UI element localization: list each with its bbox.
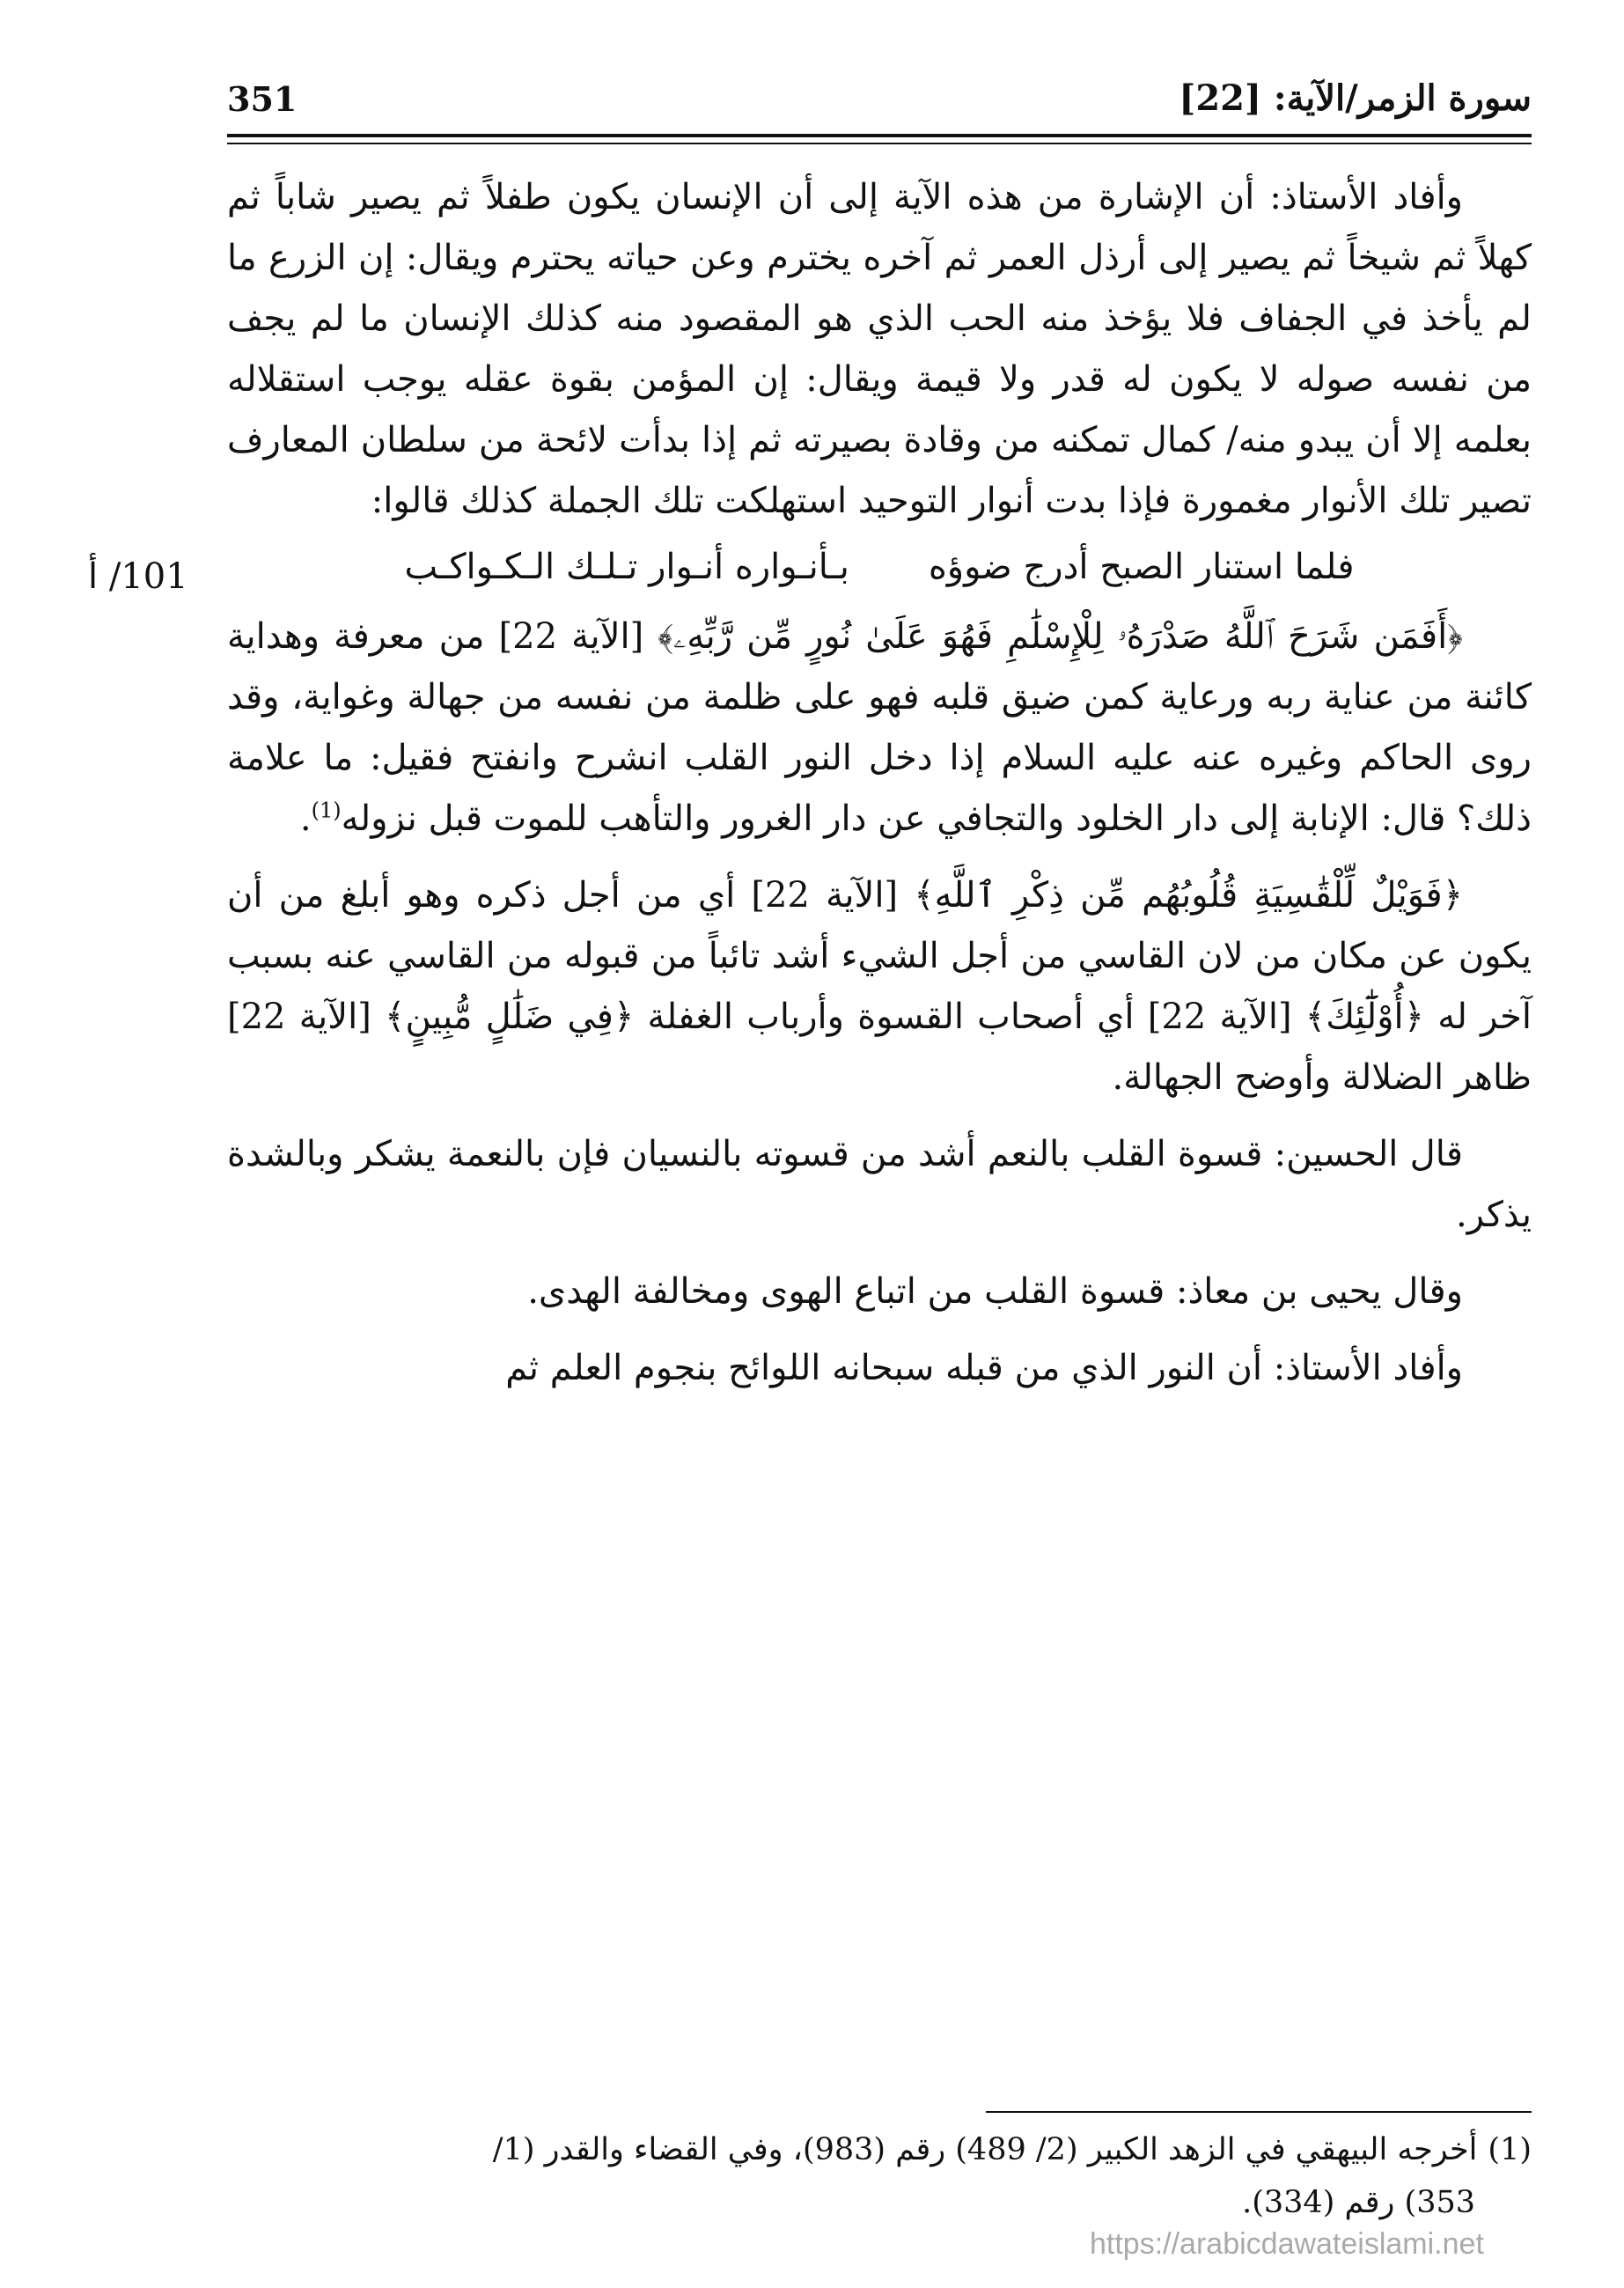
verse-first-hemistich: فلما استنار الصبح أدرج ضوؤه [928,547,1355,587]
footnote-rule [986,2111,1532,2113]
page-number: 351 [227,79,298,119]
paragraph-3-text-3: [الآية 22] ظاهر الضلالة وأوضح الجهالة. [227,997,1532,1098]
poetry-verse [227,537,1532,598]
quran-quote-2: ﴿أُوْلَٰٓئِكَ﴾ [1304,997,1425,1037]
paragraph-5: وقال يحيى بن معاذ: قسوة القلب من اتباع الهوى ومخالفة الهدى. [527,1271,1463,1312]
page-header [227,77,1532,130]
quran-quote: ﴿أَفَمَن شَرَحَ ٱللَّهُ صَدْرَهُۥ لِلْإِسْلَٰمِ فَهُوَ عَلَىٰ نُورٍ مِّن رَّبِّهِۦ﴾ [658,616,1463,657]
paragraph-1: وأفاد الأستاذ: أن الإشارة من هذه الآية إلى أن الإنسان يكون طفلاً ثم يصير شاباً ثم كهلاً ثم شيخاً ثم يصير إلى أرذل العمر ثم آخره يخترم وعن حياته يحترم ويقال: إن الزرع ما لم يأخذ في الجفاف فلا يؤخذ منه الحب الذي هو المقصود منه كذلك الإنسان ما لم يجف من نفسه صوله لا يكون له قدر ولا قيمة ويقال: إن المؤمن بقوة عقله يوجب استقلاله بعلمه إلا أن يبدو منه/ كمال تمكنه من وقادة بصيرته ثم إذا بدأت لائحة من سلطان المعارف تصير تلك الأنوار مغمورة فإذا بدت أنوار التوحيد استهلكت تلك الجملة كذلك قالوا: [227,177,1532,521]
footnote [227,2123,1532,2229]
paragraph-3-text-2: [الآية 22] أي أصحاب القسوة وأرباب الغفلة [634,997,1305,1037]
footnote-line-2: 353) رقم (334). [1242,2185,1475,2220]
main-text [227,167,1532,1415]
manuscript-folio-marker: 101/ أ [88,556,188,597]
paragraph-2-end: . [299,798,312,839]
header-rule-thick [227,134,1532,137]
paragraph-6: وأفاد الأستاذ: أن النور الذي من قبله سبحانه اللوائح بنجوم العلم ثم [505,1348,1463,1388]
quran-quote-3: ﴿فِي ضَلَٰلٍ مُّبِينٍ﴾ [385,997,635,1037]
footnote-reference[interactable]: (1) [311,798,342,823]
watermark-url: https://arabicdawateislami.net [1090,2227,1484,2261]
footnote-number: (1) [1488,2132,1532,2167]
quran-quote-1: ﴿فَوَيْلٌ لِّلْقَٰسِيَةِ قُلُوبُهُم مِّن ذِكْرِ ٱللَّهِ﴾ [914,875,1464,916]
header-rule-thin [227,143,1532,144]
verse-second-hemistich: بـأنـواره أنـوار تـلـك الـكـواكـب [404,547,849,587]
paragraph-4: قال الحسين: قسوة القلب بالنعم أشد من قسوته بالنسيان فإن بالنعمة يشكر وبالشدة يذكر. [227,1134,1532,1235]
paragraph-2 [227,607,1532,850]
footnote-line-1: أخرجه البيهقي في الزهد الكبير (2/ 489) رقم (983)، وفي القضاء والقدر (1/ [492,2132,1478,2167]
paragraph-3 [227,865,1532,1108]
paragraph-3-text-1: [الآية 22] أي من أجل ذكره وهو أبلغ من أن يكون عن مكان من لان القاسي من أجل الشيء أشد تائباً من قبوله من القاسي عنه بسبب آخر له [227,875,1532,1037]
paragraph-2-text: [الآية 22] من معرفة وهداية كائنة من عناية ربه ورعاية كمن ضيق قلبه فهو على ظلمة من نفسه من جهالة وغواية، وقد روى الحاكم وغيره عنه عليه السلام إذا دخل النور القلب انشرح وانفتح فقيل: ما علامة ذلك؟ قال: الإنابة إلى دار الخلود والتجافي عن دار الغرور والتأهب للموت قبل نزوله [227,616,1532,839]
running-title: سورة الزمر/الآية: [22] [1179,77,1532,119]
